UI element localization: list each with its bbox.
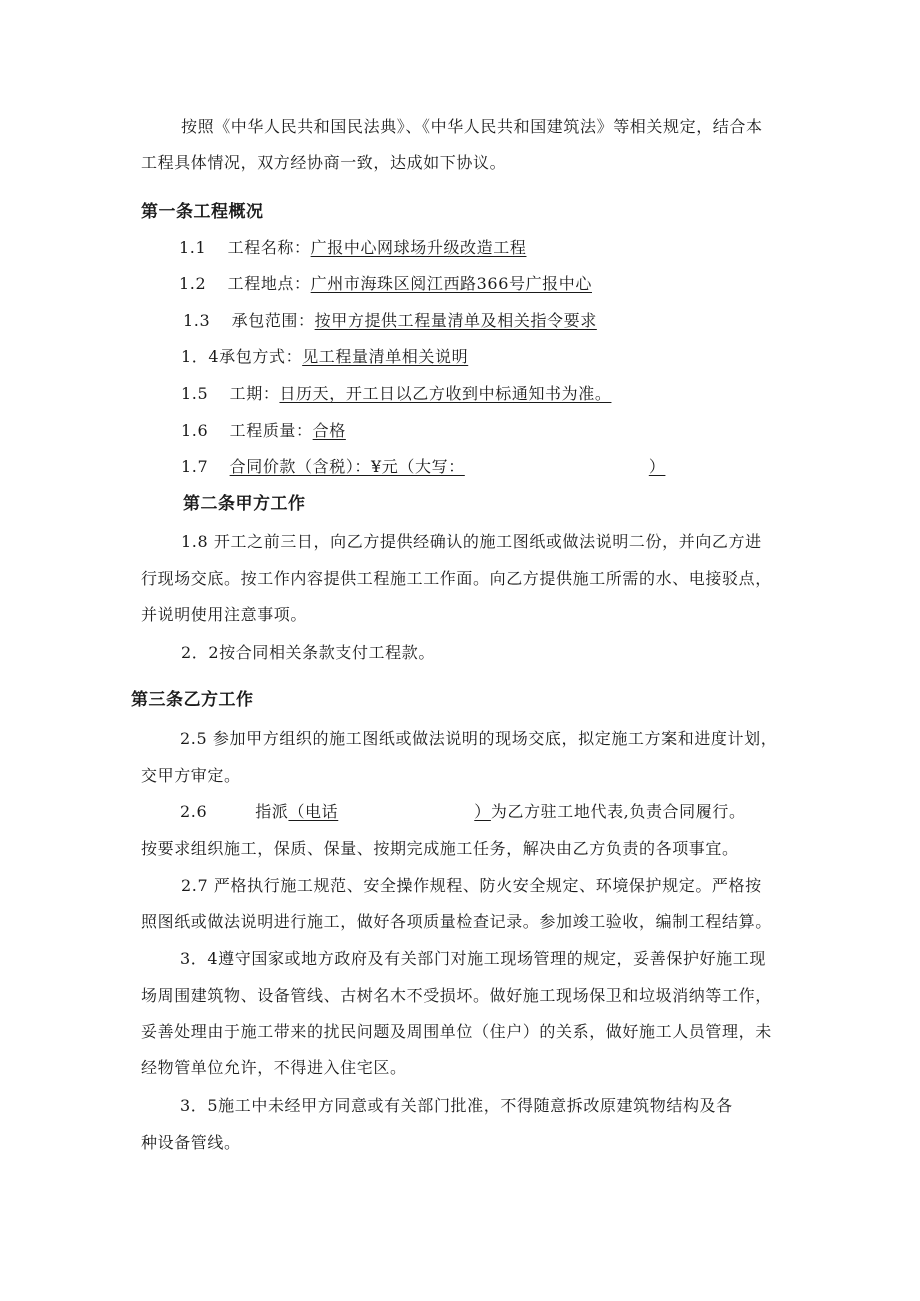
project-location-value: 广州市海珠区阅江西路366号广报中心: [310, 274, 592, 293]
item-2-7-line-2: 照图纸或做法说明进行施工，做好各项质量检查记录。参加竣工验收，编制工程结算。: [141, 912, 772, 931]
item-2-7-line-1: 2.7 严格执行施工规范、安全操作规程、防火安全规定、环境保护规定。严格按: [181, 876, 762, 895]
item-1-8-line-1: 1.8 开工之前三日，向乙方提供经确认的施工图纸或做法说明二份，并向乙方进: [181, 532, 762, 551]
project-name-value: 广报中心网球场升级改造工程: [310, 238, 527, 257]
phone-field: [288, 802, 490, 821]
contract-price-close: ）: [648, 457, 666, 476]
item-1-5-label: 工期：: [229, 384, 280, 403]
item-3-4-line-3: 妥善处理由于施工带来的扰民问题及周围单位（住户）的关系，做好施工人员管理，未: [141, 1022, 772, 1041]
item-1-4-label: 承包方式：: [219, 347, 303, 366]
contract-method-value: 见工程量清单相关说明: [302, 347, 469, 366]
intro-line-1: 按照《中华人民共和国民法典》、《中华人民共和国建筑法》等相关规定，结合本: [181, 117, 763, 136]
item-1-2: [179, 274, 592, 294]
article-2-heading: 第二条甲方工作: [183, 494, 306, 514]
item-2-6-line-1: [180, 802, 746, 822]
item-1-8-line-2: 行现场交底。按工作内容提供工程施工工作面。向乙方提供施工所需的水、电接驳点，: [141, 569, 772, 588]
item-3-4-line-2: 场周围建筑物、设备管线、古树名木不受损坏。做好施工现场保卫和垃圾消纳等工作，: [141, 986, 772, 1005]
item-2-6-tail: 为乙方驻工地代表,负责合同履行。: [490, 802, 746, 821]
contract-price-text: 合同价款（含税）：¥元（大写：: [229, 457, 465, 476]
item-1-2-label: 工程地点：: [227, 274, 311, 293]
item-1-1-label: 工程名称：: [227, 238, 311, 257]
scope-value: 按甲方提供工程量清单及相关指令要求: [314, 311, 597, 330]
item-2-6-line-2: 按要求组织施工，保质、保量、按期完成施工任务，解决由乙方负责的各项事宜。: [141, 839, 739, 858]
item-2-5-line-2: 交甲方审定。: [141, 766, 241, 785]
article-3-heading: 第三条乙方工作: [131, 690, 254, 710]
item-1-1: [179, 238, 526, 258]
item-1-5: [181, 384, 611, 404]
item-3-5-line-1: 3．5施工中未经甲方同意或有关部门批准，不得随意拆改原建筑物结构及各: [180, 1096, 733, 1115]
item-1-6-num: 1.6: [181, 421, 209, 440]
item-2-6-assign: 指派: [255, 802, 289, 821]
item-1-7-num: 1.7: [181, 457, 209, 476]
item-1-4: [181, 347, 468, 367]
item-1-7: [181, 457, 665, 477]
item-2-2: 2．2按合同相关条款支付工程款。: [181, 643, 435, 662]
item-1-3-label: 承包范围：: [231, 311, 315, 330]
item-1-6: [181, 421, 346, 441]
item-1-4-num: 1．4: [181, 347, 220, 366]
item-1-3-num: 1.3: [183, 311, 211, 330]
article-1-heading: 第一条工程概况: [141, 202, 264, 222]
item-1-1-num: 1.1: [179, 238, 207, 257]
item-3-4-line-1: 3．4遵守国家或地方政府及有关部门对施工现场管理的规定，妥善保护好施工现: [180, 949, 766, 968]
phone-close: ）: [474, 802, 491, 821]
item-1-6-label: 工程质量：: [229, 421, 313, 440]
quality-value: 合格: [312, 421, 346, 440]
item-1-3: [183, 311, 597, 331]
item-1-2-num: 1.2: [179, 274, 207, 293]
phone-open: （电话: [288, 802, 339, 821]
item-2-5-line-1: 2.5 参加甲方组织的施工图纸或做法说明的现场交底，拟定施工方案和进度计划，: [180, 729, 778, 748]
item-3-5-line-2: 种设备管线。: [141, 1133, 241, 1152]
item-2-6-num: 2.6: [180, 802, 208, 821]
contract-price-value: [230, 457, 666, 476]
item-1-8-line-3: 并说明使用注意事项。: [141, 605, 308, 624]
duration-value: 日历天，开工日以乙方收到中标通知书为准。: [279, 384, 612, 403]
item-1-5-num: 1.5: [181, 384, 209, 403]
intro-line-2: 工程具体情况，双方经协商一致，达成如下协议。: [141, 153, 507, 172]
item-3-4-line-4: 经物管单位允许，不得进入住宅区。: [141, 1058, 407, 1077]
